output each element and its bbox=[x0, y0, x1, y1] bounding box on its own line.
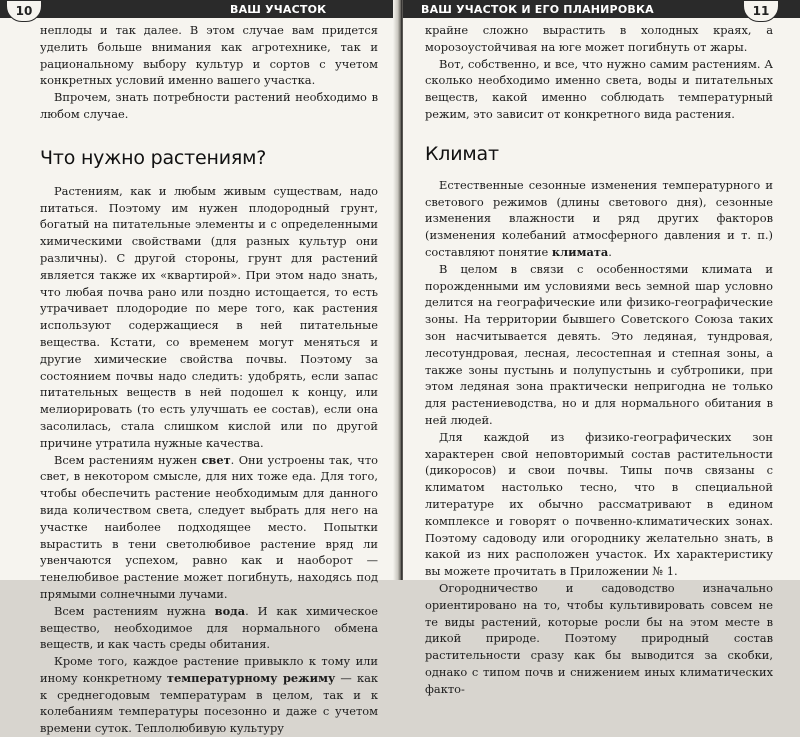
left-running-header bbox=[0, 0, 398, 18]
text-run: Естественные сезонные изменения температурного и светового режимов (длины светового дня), сезонные изменения влажности и ряд других факторов (изменения колебаний атмосферного давления и т. п.) составляют понятие bbox=[425, 177, 773, 259]
text-run: . bbox=[608, 244, 612, 259]
right-intro-paragraph-1: крайне сложно вырастить в холодных краях, а морозоустойчивая на юге может погибнуть от жары. bbox=[425, 23, 773, 54]
left-paragraph-temperature bbox=[40, 653, 378, 737]
left-page bbox=[0, 0, 398, 736]
bold-term-climate: климата bbox=[551, 244, 609, 259]
bold-term-water: вода bbox=[214, 603, 246, 618]
text-run: . Они устроены так, что свет, в некотором смысле, для них тоже еда. Для того, чтобы обеспечить растение необходимым для данного вида количеством света, следует выбрать для него на участке наиболее подходящее место. Попытки вырастить в тени светолюбивое растение вряд ли увенчаются успехом, равно как и наоборот — тенелюбивое растение может погибнуть, находясь под прямыми солнечными лучами. bbox=[40, 452, 378, 601]
right-page bbox=[403, 0, 800, 696]
text-run: Кроме того, каждое растение привыкло к тому или иному конкретному bbox=[40, 654, 378, 685]
right-paragraph-soils: Для каждой из физико-географических зон характерен свой неповторимый состав растительности (дикоросов) и свои почвы. Типы почв связаны с климатом настолько тесно, что в специальной литературе их обычно рассматривают в едином комплексе и говорят о почвенно-климатических зонах. Поэтому садоводу или огороднику желательно знать, в какой из них расположен участок. Их характеристику вы можете прочитать в Приложении № 1. bbox=[425, 429, 773, 579]
left-text-column bbox=[40, 22, 378, 737]
right-paragraph-zones: В целом в связи с особенностями климата и порожденными им условиями весь земной шар условно делится на географические или физико-географические зоны. На территории бывшего Советского Союза таких зон насчитывается девять. Это ледяная, тундровая, лесотундровая, лесная, лесостепная и степная зоны, а также зоны пустынь и полупустынь и субтропики, при этом ледяная зона практически непригодна не только для растениеводства, но и для нормального обитания в ней людей. bbox=[425, 261, 773, 427]
left-intro-paragraph-1: неплоды и так далее. В этом случае вам придется уделить больше внимания как агротехнике, так и рациональному выбору культур и сортов с учетом конкретных условий именно вашего участка. bbox=[40, 23, 378, 88]
bold-term-light: свет bbox=[201, 452, 231, 467]
right-text-column bbox=[425, 22, 773, 697]
left-intro-paragraph-2: Впрочем, знать потребности растений необходимо в любом случае. bbox=[40, 90, 378, 121]
bold-term-temperature: температурному режиму bbox=[166, 670, 336, 685]
left-page-number: 10 bbox=[6, 0, 42, 22]
left-paragraph-water bbox=[40, 603, 378, 653]
text-run: Всем растениям нужна bbox=[54, 603, 215, 618]
section-heading-climate: Климат bbox=[425, 142, 499, 165]
text-run: — как к среднегодовым температурам в целом, так и к колебаниям температуры посезонно и даже с учетом времени суток. Теплолюбивую культуру bbox=[40, 670, 378, 736]
left-paragraph-light bbox=[40, 452, 378, 603]
text-run: . И как химическое вещество, необходимое для нормального обмена веществ, и как часть среды обитания. bbox=[40, 603, 378, 652]
section-heading-plants-needs: Что нужно растениям? bbox=[40, 146, 267, 169]
right-running-header bbox=[403, 0, 800, 18]
right-paragraph-gardening: Огородничество и садоводство изначально ориентировано на то, чтобы культивировать совсем не те виды растений, которые росли бы на этом месте в дикой природе. Поэтому природный состав растительности сразу как бы выводится за скобки, однако с типом почв и снижением иных климатических факто- bbox=[425, 580, 773, 696]
text-run: Всем растениям нужен bbox=[54, 452, 202, 467]
right-intro-paragraph-2: Вот, собственно, и все, что нужно самим растениям. А сколько необходимо именно света, воды и питательных веществ, какой именно соблюдать температурный режим, это зависит от конкретного вида растения. bbox=[425, 56, 773, 121]
right-paragraph-climate-definition bbox=[425, 177, 773, 261]
left-paragraph-nutrition: Растениям, как и любым живым существам, надо питаться. Поэтому им нужен плодородный грунт, богатый на питательные элементы и с определенными химическими свойствами (для разных культур они различны). С другой стороны, грунт для растений является также их «квартирой». При этом надо знать, что любая почва рано или поздно истощается, то есть утрачивает плодородие по мере того, как растения используют содержащиеся в ней питательные вещества. Кстати, со временем могут меняться и другие химические свойства почвы. Поэтому за состоянием почвы надо следить: удобрять, если запас питательных веществ в ней подошел к концу, или мелиорировать (то есть улучшать ее состав), если она засолилась, стала слишком кислой или по другой причине утратила нужные качества. bbox=[40, 183, 378, 450]
right-page-number: 11 bbox=[743, 0, 779, 22]
left-header-title: ВАШ УЧАСТОК bbox=[230, 2, 327, 16]
right-header-title: ВАШ УЧАСТОК И ЕГО ПЛАНИРОВКА bbox=[421, 2, 654, 16]
